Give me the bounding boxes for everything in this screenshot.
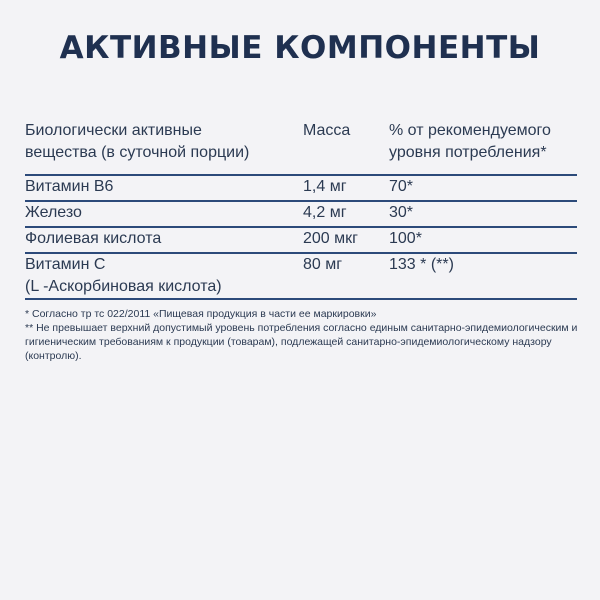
components-table [25,120,577,300]
header-substance [25,120,295,164]
row-name: Железо [25,204,82,221]
row-percent: 133 * (**) [389,256,454,273]
row-name: Витамин В6 [25,178,114,195]
table-header [25,120,577,174]
header-percent-line1: % от рекомендуемого [389,122,551,139]
row-percent: 30* [389,204,414,221]
page-title: АКТИВНЫЕ КОМПОНЕНТЫ [59,30,541,66]
header-percent-line2: уровня потребления* [389,144,547,161]
row-name: Фолиевая кислота [25,230,162,247]
row-name-sub: (L -Аскорбиновая кислота) [25,278,222,295]
table-row [25,174,577,200]
row-mass: 80 мг [303,256,343,273]
row-name: Витамин С [25,256,106,273]
footnotes [25,307,585,363]
footnote-1: * Согласно тр тс 022/2011 «Пищевая продукция в части ее маркировки» [25,308,377,320]
row-mass: 1,4 мг [303,178,347,195]
header-percent [389,120,579,164]
row-percent: 100* [389,230,422,247]
header-mass: Масса [303,122,351,139]
row-percent: 70* [389,178,414,195]
header-substance-line2: вещества (в суточной порции) [25,144,250,161]
row-mass: 200 мкг [303,230,358,247]
table-row [25,200,577,226]
footnote-2: ** Не превышает верхний допустимый уровень потребления согласно единым санитарно-эпидемиологическим и гигиеническим требованиям к продукции (товарам), подлежащей санитарно-эпидемиологическому надзору (контролю). [25,322,578,362]
header-substance-line1: Биологически активные [25,122,202,139]
row-mass: 4,2 мг [303,204,347,221]
table-row [25,252,577,300]
table-row [25,226,577,252]
row-name-block [25,254,222,298]
